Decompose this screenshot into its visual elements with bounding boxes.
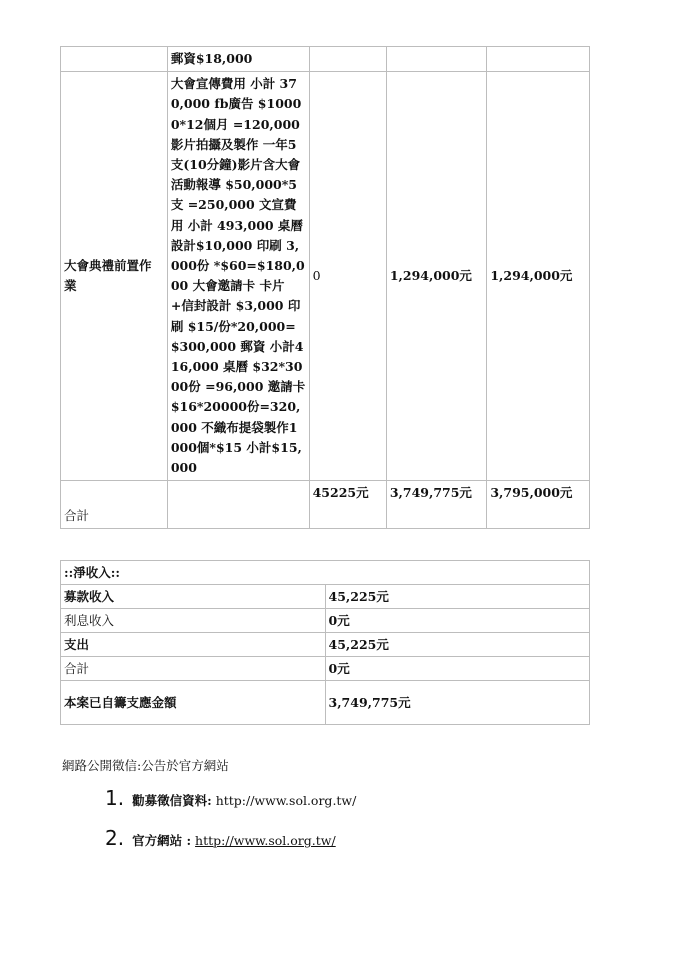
section-header: ::淨收入:: bbox=[61, 561, 590, 585]
value-cell: 3,749,775元 bbox=[386, 481, 487, 529]
table-row bbox=[61, 72, 590, 481]
row-label: 利息收入 bbox=[61, 609, 326, 633]
value-cell bbox=[386, 47, 487, 72]
row-label: 本案已自籌支應金額 bbox=[61, 681, 326, 725]
value-cell bbox=[309, 47, 386, 72]
value-cell: 1,294,000元 bbox=[386, 72, 487, 481]
item-cell bbox=[61, 47, 168, 72]
row-value: 0元 bbox=[325, 657, 590, 681]
disclosure-item bbox=[105, 786, 356, 810]
table-row bbox=[61, 481, 590, 529]
table-row bbox=[61, 561, 590, 585]
row-label: 支出 bbox=[61, 633, 326, 657]
disclosure-label: 勸募徵信資料: bbox=[132, 793, 212, 808]
disclosure-url-link[interactable]: http://www.sol.org.tw/ bbox=[215, 793, 357, 808]
row-value: 45,225元 bbox=[325, 585, 590, 609]
row-label: 募款收入 bbox=[61, 585, 326, 609]
disclosure-label: 官方網站 : bbox=[132, 833, 192, 848]
item-cell: 合計 bbox=[61, 481, 168, 529]
table-row bbox=[61, 585, 590, 609]
item-cell: 大會典禮前置作業 bbox=[61, 72, 168, 481]
row-value: 3,749,775元 bbox=[325, 681, 590, 725]
list-number: 1. bbox=[105, 786, 125, 810]
table-row bbox=[61, 47, 590, 72]
value-cell: 45225元 bbox=[309, 481, 386, 529]
detail-cell bbox=[167, 481, 309, 529]
budget-table bbox=[60, 46, 590, 529]
list-number: 2. bbox=[105, 826, 125, 850]
value-cell: 1,294,000元 bbox=[487, 72, 590, 481]
net-income-table bbox=[60, 560, 590, 725]
official-site-link[interactable]: http://www.sol.org.tw/ bbox=[195, 833, 336, 848]
row-value: 0元 bbox=[325, 609, 590, 633]
row-value: 45,225元 bbox=[325, 633, 590, 657]
value-cell: 0 bbox=[309, 72, 386, 481]
value-cell: 3,795,000元 bbox=[487, 481, 590, 529]
table-row bbox=[61, 633, 590, 657]
public-disclosure-note: 網路公開徵信:公告於官方網站 bbox=[62, 758, 229, 773]
row-label: 合計 bbox=[61, 657, 326, 681]
disclosure-item bbox=[105, 826, 336, 850]
value-cell bbox=[487, 47, 590, 72]
detail-cell: 大會宣傳費用 小計 370,000 fb廣告 $10000*12個月 =120,000 影片拍攝及製作 一年5支(10分鐘)影片含大會活動報導 $50,000*5支 =250,000 文宣費用 小計 493,000 桌曆設計$10,000 印刷 3,000份 *$60=$180,000 大會邀請卡 卡片+信封設計 $3,000 印刷 $15/份*20,000= $300,000 郵資 小計416,000 桌曆 $32*3000份 =96,000 邀請卡 $16*20000份=320,000 不織布提袋製作1000個*$15 小計$15,000 bbox=[167, 72, 309, 481]
detail-cell: 郵資$18,000 bbox=[167, 47, 309, 72]
table-row bbox=[61, 681, 590, 725]
table-row bbox=[61, 657, 590, 681]
table-row bbox=[61, 609, 590, 633]
